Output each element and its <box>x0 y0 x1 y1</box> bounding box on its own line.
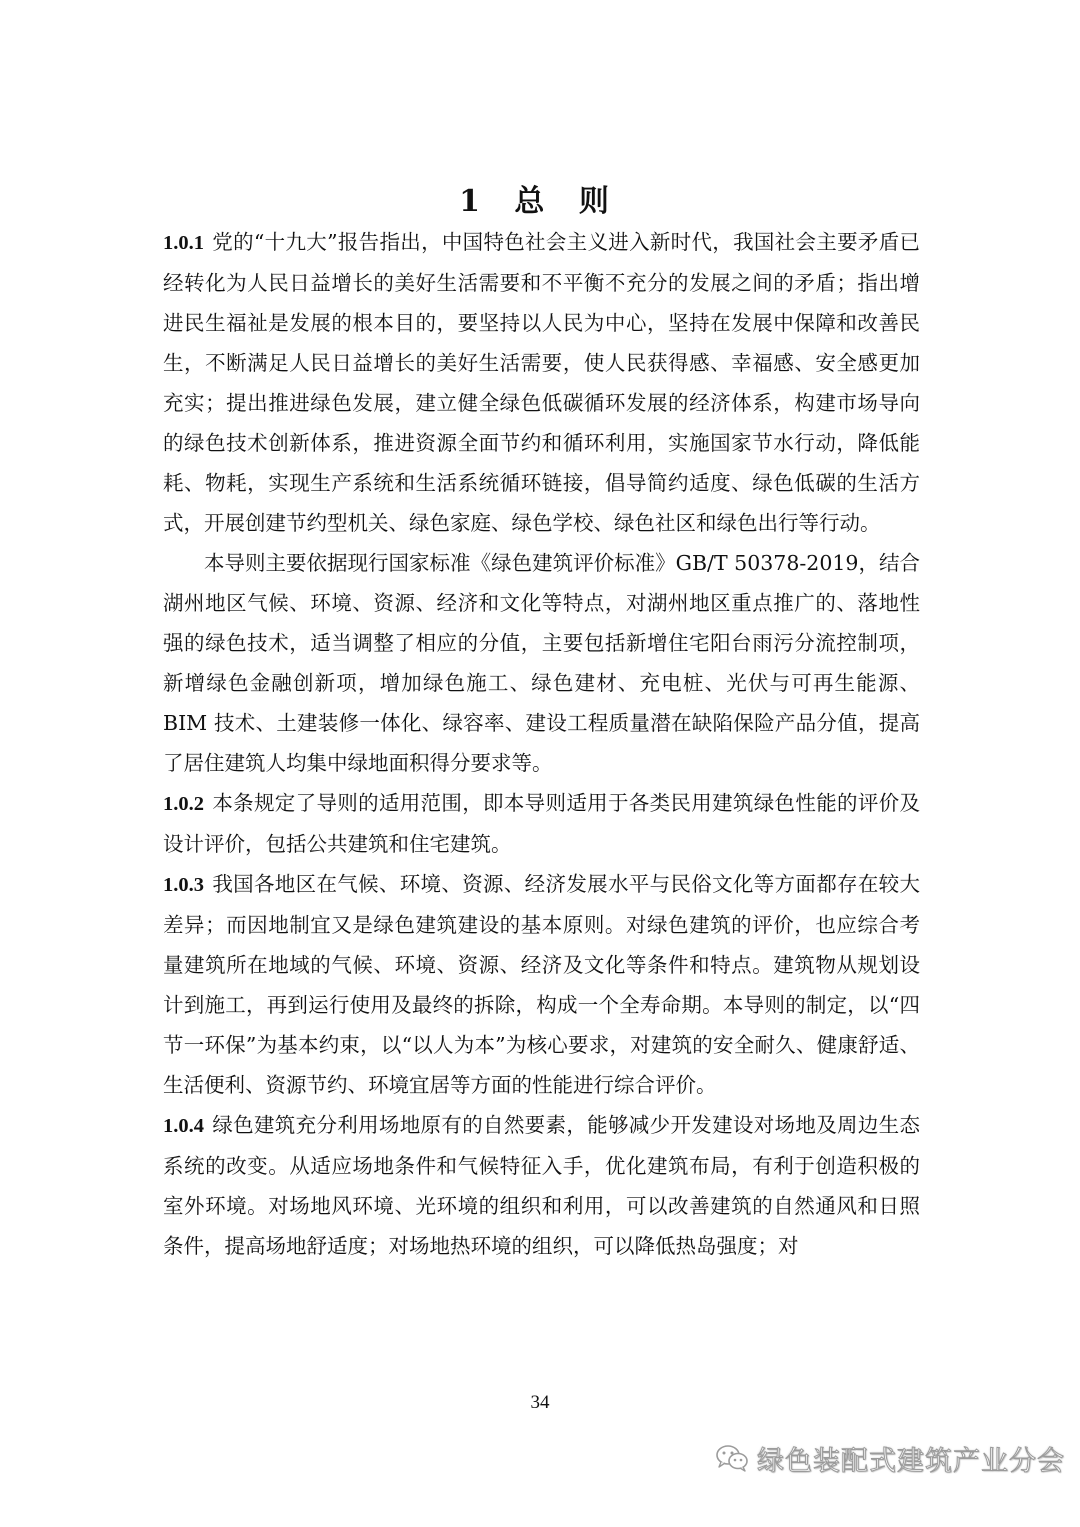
chapter-title: 1 总 则 <box>459 184 621 220</box>
clause-number: 1.0.4 <box>163 1115 204 1137</box>
clause-number: 1.0.2 <box>163 793 204 815</box>
clause-1-0-1-continuation: 本导则主要依据现行国家标准《绿色建筑评价标准》GB/T 50378-2019，结合湖州地区气候、环境、资源、经济和文化等特点，对湖州地区重点推广的、落地性强的绿色技术，适当调整了相应的分值，主要包括新增住宅阳台雨污分流控制项，新增绿色金融创新项，增加绿色施工、绿色建材、充电桩、光伏与可再生能源、BIM 技术、土建装修一体化、绿容率、建设工程质量潜在缺陷保险产品分值，提高了居住建筑人均集中绿地面积得分要求等。 <box>163 551 920 775</box>
watermark <box>715 1438 1065 1478</box>
clause-1-0-3 <box>163 864 920 1105</box>
wechat-icon <box>715 1443 749 1473</box>
clause-text: 我国各地区在气候、环境、资源、经济发展水平与民俗文化等方面都存在较大差异；而因地制宜又是绿色建筑建设的基本原则。对绿色建筑的评价，也应综合考量建筑所在地域的气候、环境、资源、经济及文化等条件和特点。建筑物从规划设计到施工，再到运行使用及最终的拆除，构成一个全寿命期。本导则的制定，以“四节一环保”为基本约束，以“以人为本”为核心要求，对建筑的安全耐久、健康舒适、生活便利、资源节约、环境宜居等方面的性能进行综合评价。 <box>163 872 920 1097</box>
clause-1-0-4 <box>163 1105 920 1266</box>
clause-number: 1.0.1 <box>163 232 204 254</box>
body-text <box>163 222 920 1266</box>
watermark-text: 绿色装配式建筑产业分会 <box>757 1445 1065 1477</box>
clause-text: 本条规定了导则的适用范围，即本导则适用于各类民用建筑绿色性能的评价及设计评价，包括公共建筑和住宅建筑。 <box>163 791 920 856</box>
clause-number: 1.0.3 <box>163 874 204 896</box>
clause-1-0-1 <box>163 222 920 543</box>
clause-text: 绿色建筑充分利用场地原有的自然要素，能够减少开发建设对场地及周边生态系统的改变。从适应场地条件和气候特征入手，优化建筑布局，有利于创造积极的室外环境。对场地风环境、光环境的组织和利用，可以改善建筑的自然通风和日照条件，提高场地舒适度；对场地热环境的组织，可以降低热岛强度；对 <box>163 1113 920 1258</box>
clause-1-0-2 <box>163 783 920 864</box>
clause-text: 党的“十九大”报告指出，中国特色社会主义进入新时代，我国社会主要矛盾已经转化为人民日益增长的美好生活需要和不平衡不充分的发展之间的矛盾；指出增进民生福祉是发展的根本目的，要坚持以人民为中心，坚持在发展中保障和改善民生，不断满足人民日益增长的美好生活需要，使人民获得感、幸福感、安全感更加充实；提出推进绿色发展，建立健全绿色低碳循环发展的经济体系，构建市场导向的绿色技术创新体系，推进资源全面节约和循环利用，实施国家节水行动，降低能耗、物耗，实现生产系统和生活系统循环链接，倡导简约适度、绿色低碳的生活方式，开展创建节约型机关、绿色家庭、绿色学校、绿色社区和绿色出行等行动。 <box>163 230 920 535</box>
page-number: 34 <box>530 1392 550 1413</box>
